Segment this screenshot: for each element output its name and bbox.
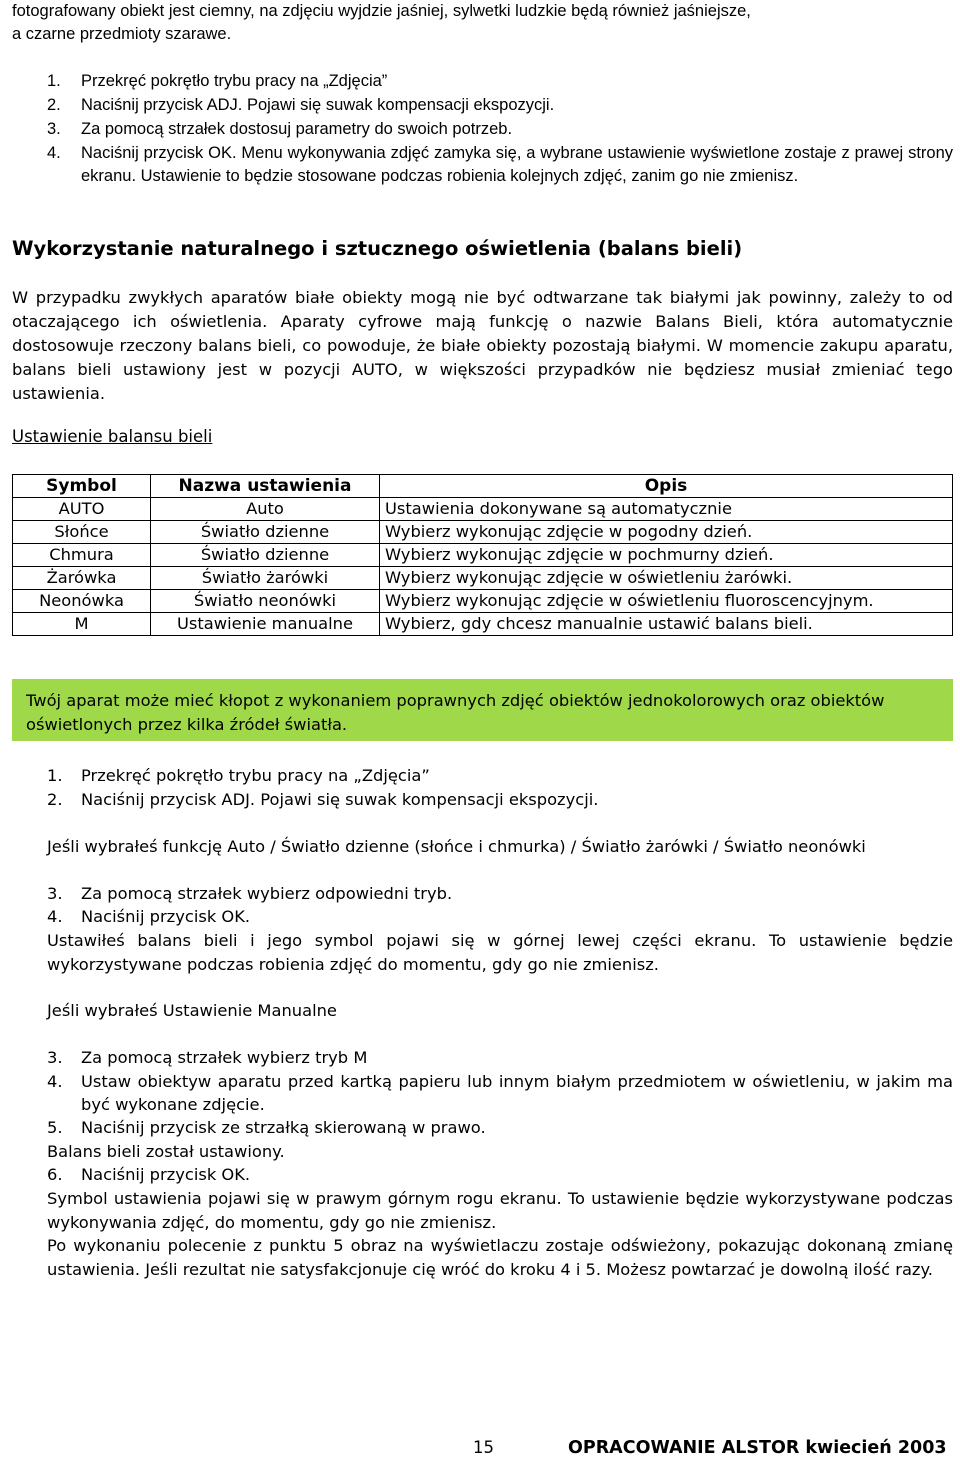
step-text: Naciśnij przycisk ADJ. Pojawi się suwak kompensacji ekspozycji. — [81, 790, 599, 809]
proc-step-1 — [47, 764, 430, 788]
cell-name: Auto — [151, 498, 380, 521]
step-number: 5. — [47, 1118, 63, 1137]
table-row — [13, 498, 953, 521]
page-number: 15 — [473, 1438, 494, 1457]
cell-description: Wybierz wykonując zdjęcie w oświetleniu fluoroscencyjnym. — [380, 590, 953, 613]
step-number: 4. — [47, 144, 61, 162]
proc-manual-step-5 — [47, 1116, 486, 1140]
tip-text: Twój aparat może mieć kłopot z wykonaniem poprawnych zdjęć obiektów jednokolorowych oraz obiektów oświetlonych przez kilka źródeł światła. — [26, 691, 885, 734]
white-balance-table — [12, 474, 953, 636]
proc-manual-step-6 — [47, 1163, 250, 1187]
table-row — [13, 567, 953, 590]
cell-symbol: M — [13, 613, 151, 636]
section-paragraph: W przypadku zwykłych aparatów białe obiekty mogą nie być odtwarzane tak białymi jak powinny, zależy to od otaczającego ich oświetlenia. Aparaty cyfrowe mają funkcję o nazwie Balans Bieli, która automatycznie dostosowuje rzeczony balans bieli, co powoduje, że białe obiekty pozostają białymi. W momencie zakupu aparatu, balans bieli ustawiony jest w pozycji AUTO, w większości przypadków nie będziesz musiał zmieniać tego ustawienia. — [12, 288, 953, 403]
intro-line-1: fotografowany obiekt jest ciemny, na zdjęciu wyjdzie jaśniej, sylwetki ludzkie będą również jaśniejsze, — [12, 2, 751, 20]
step-number: 1. — [47, 766, 63, 785]
step-number: 3. — [47, 120, 61, 138]
step-text: Naciśnij przycisk ADJ. Pojawi się suwak kompensacji ekspozycji. — [81, 96, 555, 114]
cell-description: Wybierz wykonując zdjęcie w pochmurny dzień. — [380, 544, 953, 567]
cell-symbol: Neonówka — [13, 590, 151, 613]
cell-description: Wybierz, gdy chcesz manualnie ustawić balans bieli. — [380, 613, 953, 636]
cell-symbol: Żarówka — [13, 567, 151, 590]
cell-description: Wybierz wykonując zdjęcie w oświetleniu żarówki. — [380, 567, 953, 590]
step-text: Naciśnij przycisk OK. Menu wykonywania zdjęć zamyka się, a wybrane ustawienie wyświetlone zostaje z prawej strony ekranu. Ustawienie to będzie stosowane podczas robienia kolejnych zdjęć, zanim go nie zmienisz. — [81, 144, 953, 185]
table-subheading: Ustawienie balansu bieli — [12, 427, 213, 446]
header-symbol: Symbol — [13, 475, 151, 498]
step-text: Ustaw obiektyw aparatu przed kartką papieru lub innym białym przedmiotem w oświetleniu, w jakim ma być wykonane zdjęcie. — [81, 1072, 953, 1114]
step-number: 1. — [47, 72, 61, 90]
intro-line-2: a czarne przedmioty szarawe. — [12, 25, 232, 43]
step-number: 3. — [47, 1048, 63, 1067]
proc-step-2 — [47, 788, 598, 812]
intro-step-2 — [47, 94, 554, 117]
step-text: Naciśnij przycisk OK. — [81, 907, 251, 926]
table-row — [13, 590, 953, 613]
cell-description: Ustawienia dokonywane są automatycznie — [380, 498, 953, 521]
step-text: Za pomocą strzałek wybierz odpowiedni tryb. — [81, 884, 453, 903]
intro-step-1 — [47, 70, 387, 93]
table-header-row — [13, 475, 953, 498]
step-text: Za pomocą strzałek wybierz tryb M — [81, 1048, 368, 1067]
result-manual-text: Symbol ustawienia pojawi się w prawym górnym rogu ekranu. To ustawienie będzie wykorzystywane podczas wykonywania zdjęć, do momentu, gdy go nie zmienisz. — [47, 1189, 953, 1232]
cell-name: Światło żarówki — [151, 567, 380, 590]
step-number: 2. — [47, 790, 63, 809]
step-text: Za pomocą strzałek dostosuj parametry do swoich potrzeb. — [81, 120, 513, 138]
proc-manual-step-4 — [47, 1070, 953, 1116]
step-number: 3. — [47, 884, 63, 903]
step-text: Przekręć pokrętło trybu pracy na „Zdjęcia” — [81, 766, 430, 785]
step-number: 2. — [47, 96, 61, 114]
step-text: Przekręć pokrętło trybu pracy na „Zdjęcia” — [81, 72, 388, 90]
header-description: Opis — [380, 475, 953, 498]
if-manual-text: Jeśli wybrałeś Ustawienie Manualne — [47, 1001, 337, 1020]
proc-step-4 — [47, 905, 250, 929]
cell-name: Światło dzienne — [151, 544, 380, 567]
cell-description: Wybierz wykonując zdjęcie w pogodny dzień. — [380, 521, 953, 544]
result-auto-text: Ustawiłeś balans bieli i jego symbol pojawi się w górnej lewej części ekranu. To ustawienie będzie wykorzystywane podczas robienia zdjęć do momentu, gdy go nie zmienisz. — [47, 931, 953, 974]
if-auto-text: Jeśli wybrałeś funkcję Auto / Światło dzienne (słońce i chmurka) / Światło żarówki / Światło neonówki — [47, 837, 866, 856]
intro-step-3 — [47, 118, 512, 141]
cell-name: Światło dzienne — [151, 521, 380, 544]
proc-step-3 — [47, 882, 452, 906]
section-heading: Wykorzystanie naturalnego i sztucznego oświetlenia (balans bieli) — [12, 237, 743, 260]
cell-symbol: AUTO — [13, 498, 151, 521]
header-name: Nazwa ustawienia — [151, 475, 380, 498]
step-text: Naciśnij przycisk OK. — [81, 1165, 251, 1184]
table-row — [13, 521, 953, 544]
proc-manual-step-3 — [47, 1046, 367, 1070]
after-text: Po wykonaniu polecenie z punktu 5 obraz na wyświetlaczu zostaje odświeżony, pokazując dokonaną zmianę ustawienia. Jeśli rezultat nie satysfakcjonuje cię wróć do kroku 4 i 5. Możesz powtarzać je dowolną ilość razy. — [47, 1236, 953, 1279]
tip-box — [12, 679, 953, 741]
step-number: 6. — [47, 1165, 63, 1184]
cell-symbol: Chmura — [13, 544, 151, 567]
table-row — [13, 544, 953, 567]
cell-name: Światło neonówki — [151, 590, 380, 613]
balance-set-text: Balans bieli został ustawiony. — [47, 1142, 285, 1161]
footer-label: OPRACOWANIE ALSTOR kwiecień 2003 — [568, 1438, 947, 1458]
intro-step-4 — [47, 142, 953, 188]
cell-name: Ustawienie manualne — [151, 613, 380, 636]
step-text: Naciśnij przycisk ze strzałką skierowaną w prawo. — [81, 1118, 486, 1137]
table-row — [13, 613, 953, 636]
step-number: 4. — [47, 907, 63, 926]
cell-symbol: Słońce — [13, 521, 151, 544]
step-number: 4. — [47, 1072, 63, 1091]
